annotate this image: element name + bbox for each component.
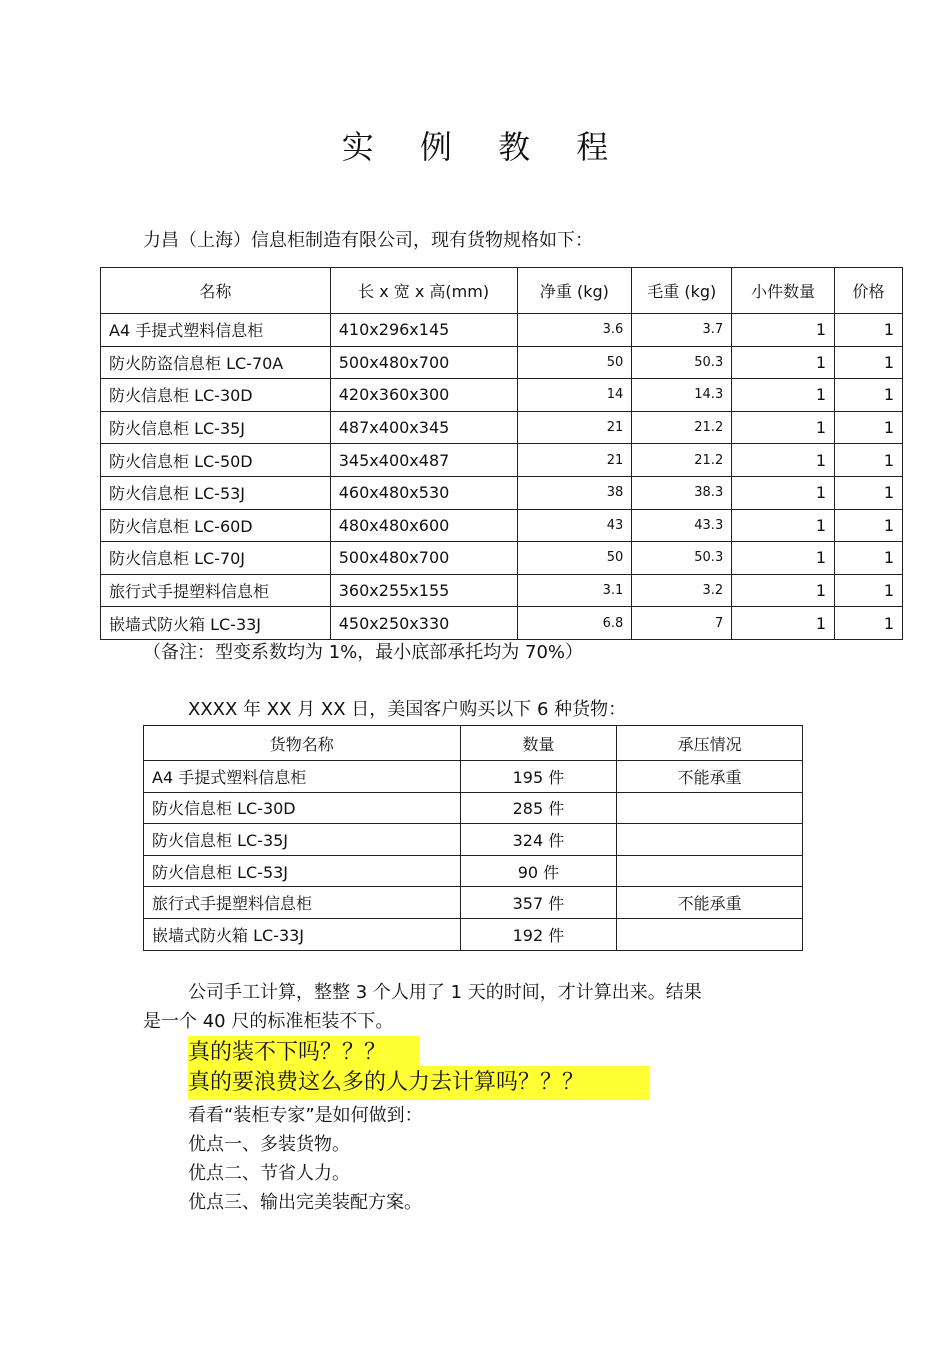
header-quantity: 数量 — [460, 726, 617, 761]
cell-goods-name: 旅行式手提塑料信息柜 — [144, 887, 461, 919]
table-row — [101, 574, 903, 607]
table-row — [101, 314, 903, 347]
table-row — [144, 792, 803, 824]
cell-net-weight: 6.8 — [517, 607, 632, 640]
table-row — [144, 855, 803, 887]
cell-gross-weight: 21.2 — [632, 444, 732, 477]
cell-gross-weight: 43.3 — [632, 509, 732, 542]
cell-price: 1 — [835, 379, 903, 412]
cell-piece-count: 1 — [732, 346, 835, 379]
cell-net-weight: 50 — [517, 346, 632, 379]
cell-price: 1 — [835, 476, 903, 509]
cell-piece-count: 1 — [732, 607, 835, 640]
cell-goods-name: A4 手提式塑料信息柜 — [144, 761, 461, 793]
cell-load-status — [617, 792, 803, 824]
cell-goods-name: 防火信息柜 LC-35J — [144, 824, 461, 856]
cell-piece-count: 1 — [732, 542, 835, 575]
cell-name: 防火信息柜 LC-53J — [101, 476, 331, 509]
cell-net-weight: 21 — [517, 411, 632, 444]
cell-piece-count: 1 — [732, 411, 835, 444]
table-row — [101, 444, 903, 477]
cell-name: 防火信息柜 LC-35J — [101, 411, 331, 444]
table-row — [101, 476, 903, 509]
cell-price: 1 — [835, 346, 903, 379]
cell-gross-weight: 7 — [632, 607, 732, 640]
table-row — [144, 761, 803, 793]
cell-quantity: 357 件 — [460, 887, 617, 919]
cell-piece-count: 1 — [732, 509, 835, 542]
cell-price: 1 — [835, 411, 903, 444]
highlight-question-2: 真的要浪费这么多的人力去计算吗？？？ — [188, 1066, 650, 1100]
advantage-item: 优点三、输出完美装配方案。 — [188, 1192, 422, 1213]
cell-net-weight: 3.1 — [517, 574, 632, 607]
cell-gross-weight: 14.3 — [632, 379, 732, 412]
cell-net-weight: 50 — [517, 542, 632, 575]
cell-goods-name: 防火信息柜 LC-30D — [144, 792, 461, 824]
cell-dimensions: 345x400x487 — [330, 444, 517, 477]
cell-goods-name: 嵌墙式防火箱 LC-33J — [144, 918, 461, 950]
header-load-status: 承压情况 — [617, 726, 803, 761]
table-row — [144, 824, 803, 856]
table-row — [101, 607, 903, 640]
cell-gross-weight: 38.3 — [632, 476, 732, 509]
cell-gross-weight: 21.2 — [632, 411, 732, 444]
cell-goods-name: 防火信息柜 LC-53J — [144, 855, 461, 887]
cell-name: 旅行式手提塑料信息柜 — [101, 574, 331, 607]
cell-name: 嵌墙式防火箱 LC-33J — [101, 607, 331, 640]
header-price: 价格 — [835, 268, 903, 314]
cell-piece-count: 1 — [732, 314, 835, 347]
order-table — [143, 725, 803, 951]
cell-net-weight: 38 — [517, 476, 632, 509]
cell-gross-weight: 50.3 — [632, 542, 732, 575]
cell-name: 防火防盗信息柜 LC-70A — [101, 346, 331, 379]
header-gross-weight: 毛重 (kg) — [632, 268, 732, 314]
advantage-item: 优点一、多装货物。 — [188, 1134, 350, 1155]
cell-price: 1 — [835, 444, 903, 477]
cell-name: 防火信息柜 LC-60D — [101, 509, 331, 542]
cell-name: 防火信息柜 LC-70J — [101, 542, 331, 575]
cell-net-weight: 14 — [517, 379, 632, 412]
cell-name: A4 手提式塑料信息柜 — [101, 314, 331, 347]
note-text: （备注：型变系数均为 1%，最小底部承托均为 70%） — [143, 642, 584, 663]
cell-load-status — [617, 918, 803, 950]
cell-piece-count: 1 — [732, 444, 835, 477]
page-title: 实 例 教 程 — [341, 128, 627, 166]
cell-dimensions: 460x480x530 — [330, 476, 517, 509]
cell-dimensions: 450x250x330 — [330, 607, 517, 640]
cell-gross-weight: 3.7 — [632, 314, 732, 347]
cell-dimensions: 487x400x345 — [330, 411, 517, 444]
cell-quantity: 192 件 — [460, 918, 617, 950]
paragraph-line-2: 是一个 40 尺的标准柜装不下。 — [143, 1011, 394, 1032]
table-row — [144, 918, 803, 950]
cell-dimensions: 500x480x700 — [330, 346, 517, 379]
cell-net-weight: 3.6 — [517, 314, 632, 347]
advantage-item: 优点二、节省人力。 — [188, 1163, 350, 1184]
order-intro: XXXX 年 XX 月 XX 日，美国客户购买以下 6 种货物： — [188, 699, 627, 720]
cell-name: 防火信息柜 LC-30D — [101, 379, 331, 412]
cell-price: 1 — [835, 314, 903, 347]
header-dimensions: 长 x 宽 x 高(mm) — [330, 268, 517, 314]
cell-net-weight: 21 — [517, 444, 632, 477]
cell-piece-count: 1 — [732, 379, 835, 412]
cell-piece-count: 1 — [732, 574, 835, 607]
order-table-header — [144, 726, 803, 761]
highlight-question-1: 真的装不下吗？？？ — [188, 1036, 419, 1070]
header-goods-name: 货物名称 — [144, 726, 461, 761]
cell-price: 1 — [835, 607, 903, 640]
cell-load-status: 不能承重 — [617, 887, 803, 919]
cell-quantity: 324 件 — [460, 824, 617, 856]
spec-table — [100, 267, 903, 640]
cell-load-status: 不能承重 — [617, 761, 803, 793]
cell-name: 防火信息柜 LC-50D — [101, 444, 331, 477]
header-name: 名称 — [101, 268, 331, 314]
cell-dimensions: 420x360x300 — [330, 379, 517, 412]
cell-dimensions: 500x480x700 — [330, 542, 517, 575]
cell-dimensions: 360x255x155 — [330, 574, 517, 607]
table-row — [101, 542, 903, 575]
table-row — [101, 346, 903, 379]
header-net-weight: 净重 (kg) — [517, 268, 632, 314]
header-piece-count: 小件数量 — [732, 268, 835, 314]
cell-price: 1 — [835, 574, 903, 607]
cell-price: 1 — [835, 542, 903, 575]
table-row — [101, 411, 903, 444]
cell-dimensions: 410x296x145 — [330, 314, 517, 347]
cell-gross-weight: 50.3 — [632, 346, 732, 379]
cell-price: 1 — [835, 509, 903, 542]
list-intro: 看看“装柜专家”是如何做到： — [188, 1105, 423, 1126]
table-row — [101, 379, 903, 412]
cell-quantity: 285 件 — [460, 792, 617, 824]
cell-load-status — [617, 855, 803, 887]
cell-quantity: 195 件 — [460, 761, 617, 793]
intro-text: 力昌（上海）信息柜制造有限公司，现有货物规格如下： — [143, 230, 593, 251]
cell-dimensions: 480x480x600 — [330, 509, 517, 542]
cell-load-status — [617, 824, 803, 856]
paragraph-line-1: 公司手工计算，整整 3 个人用了 1 天的时间，才计算出来。结果 — [188, 982, 702, 1003]
table-row — [144, 887, 803, 919]
table-row — [101, 509, 903, 542]
cell-gross-weight: 3.2 — [632, 574, 732, 607]
spec-table-header — [101, 268, 903, 314]
cell-piece-count: 1 — [732, 476, 835, 509]
cell-quantity: 90 件 — [460, 855, 617, 887]
cell-net-weight: 43 — [517, 509, 632, 542]
